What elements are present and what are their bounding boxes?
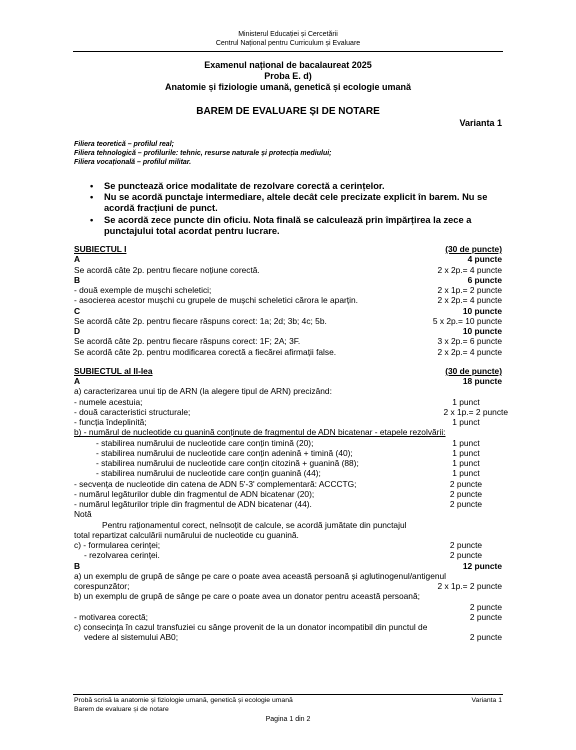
subject-total: (30 de puncte) [445,244,502,254]
filiera-item: Filiera tehnologică – profilurile: tehnic, resurse naturale și protecția mediului; [74,150,332,157]
criterion-points: 2 x 2p.= 4 puncte [437,264,502,275]
criterion-text: - stabilirea numărului de nucleotide care conțin timină (20); [96,437,314,448]
instruction-item: • Se punctează orice modalitate de rezolvare corectă a cerințelor. [90,181,510,192]
scoring-row [74,438,502,448]
criterion-points: 2 puncte [469,611,502,622]
scoring-row [74,336,502,346]
section-points: 4 puncte [467,254,502,265]
footer-doc-name: Barem de evaluare și de notare [74,705,169,713]
scoring-row [74,458,502,468]
scoring-row [74,581,502,591]
section-points: 6 puncte [467,274,502,285]
section-header [74,561,502,571]
footer-variant: Varianta 1 [471,697,502,704]
criterion-points: 1 punct [452,417,480,427]
section-points: 12 puncte [462,560,502,571]
header-rule [73,51,503,52]
section-header [74,275,502,285]
criterion-points: 2 x 2p.= 4 puncte [437,346,502,357]
criterion-points: 1 punct [452,437,480,448]
page-footer [74,697,502,714]
criterion-text: - stabilirea numărului de nucleotide care conțin adenină + timină (40); [96,447,353,458]
section-label: C [74,305,81,316]
scoring-row [74,347,502,357]
criterion-text: c) consecința în cazul transfuziei cu sânge provenit de la un donator incompatibil din punctul de [74,622,428,632]
barem-title: BAREM DE EVALUARE ȘI DE NOTARE [196,106,380,117]
note-text: total repartizat calculării numărului de nucleotide cu guanină. [74,529,299,540]
criterion-text: - funcția îndeplinită; [74,417,147,427]
subject-1-header [74,244,502,254]
section-header [74,306,502,316]
section-label: D [74,326,81,336]
criterion-text: - stabilirea numărului de nucleotide care conțin citozină + guanină (88); [96,458,359,468]
subject-title: Anatomie și fiziologie umană, genetică și ecologie umană [164,82,412,92]
section-label: A [74,254,81,265]
criterion-points: 2 puncte [449,499,483,509]
section-header [74,376,502,386]
criterion-points: 2 x 1p.= 2 puncte [437,581,502,591]
criterion-text: - două exemple de mușchi scheletici; [74,285,212,295]
criterion-points: 2 x 2p.= 4 puncte [437,295,502,306]
varianta-label: Varianta 1 [459,118,502,128]
ministry-name: Ministerul Educației și Cercetării [238,31,338,38]
criterion-text: b) un exemplu de grupă de sânge pe care o poate avea un donator pentru această persoană; [74,591,420,602]
scoring-row [74,285,502,295]
criterion-points: 2 puncte [449,488,483,499]
criterion-text: - numele acestuia; [74,396,143,407]
scoring-row [74,479,502,489]
scoring-row [74,489,502,499]
scoring-row [74,316,502,326]
criterion-points: 5 x 2p.= 10 puncte [432,315,502,326]
scoring-row [74,295,502,305]
page-number: Pagina 1 din 2 [265,716,311,723]
filiera-item: Filiera vocațională – profilul militar. [74,159,192,166]
criterion-points: 2 puncte [449,550,483,561]
criterion-text: Se acordă câte 2p. pentru fiecare răspuns corect: 1a; 2d; 3b; 4c; 5b. [74,315,327,326]
criterion-text: - rezolvarea cerinței. [84,550,160,561]
criterion-text: Se acordă câte 2p. pentru modificarea corectă a fiecărei afirmații false. [74,346,337,357]
scoring-row [74,417,502,427]
subject-total: (30 de puncte) [445,365,502,376]
barem-content [74,244,508,643]
criterion-text: - două caracteristici structurale; [74,406,191,417]
scoring-row [74,540,502,550]
center-name: Centrul Național pentru Curriculum și Evaluare [215,40,361,47]
criterion-points: 2 puncte [449,478,483,489]
criterion-text: Se acordă câte 2p. pentru fiecare răspuns corect: 1F; 2A; 3F. [74,336,301,347]
criterion-text: - motivarea corectă; [74,611,149,622]
criterion-text: - secvența de nucleotide din catena de ADN 5'-3' complementară: ACCCTG; [74,478,357,489]
criterion-points: 1 punct [452,468,480,479]
criterion-points: 1 punct [452,447,480,458]
scoring-row [74,499,502,509]
exam-title-block [0,60,576,93]
criterion-text: b) - numărul de nucleotide cu guanină conținute de fragmentul de ADN bicatenar - etapele rezolvării: [74,427,446,438]
filiere-list [74,140,332,167]
criterion-text: - numărul legăturilor triple din fragmentul de ADN bicatenar (44). [74,499,312,509]
scoring-row [74,265,502,275]
criterion-points: 1 punct [452,458,480,468]
scoring-row [74,550,502,560]
scoring-row [74,468,502,478]
instruction-item: • Nu se acordă punctaje intermediare, altele decât cele precizate explicit în barem. Nu se acordă fracțiuni de punct. [90,192,510,214]
criterion-text: c) - formularea cerinței; [74,540,161,550]
criterion-points: 1 punct [452,396,480,407]
note-text: Pentru raționamentul corect, neînsoțit de calcule, se acordă jumătate din punctajul [102,519,407,530]
general-instructions [90,181,510,237]
criterion-points: 2 puncte [469,632,502,643]
criterion-points: 2 x 1p.= 2 puncte [443,406,508,417]
criterion-text: - numărul legăturilor duble din fragmentul de ADN bicatenar (20); [74,488,315,499]
instruction-item: • Se acordă zece puncte din oficiu. Nota finală se calculează prin împărțirea la zece a punctajului total acordat pentru lucrare. [90,215,510,237]
criterion-text: a) un exemplu de grupă de sânge pe care o poate avea această persoană și aglutinogenul/antigenul [74,570,447,581]
section-points: 18 puncte [462,376,502,386]
scoring-row [74,397,502,407]
subject-title: SUBIECTUL al II-lea [74,365,153,376]
criterion-points: 3 x 2p.= 6 puncte [437,336,502,347]
exam-title: Examenul național de bacalaureat 2025 [204,60,372,70]
footer-exam-name: Probă scrisă la anatomie și fiziologie umană, genetică și ecologie umană [74,697,293,704]
criterion-text: - stabilirea numărului de nucleotide care conțin guanină (44); [96,468,321,479]
section-points: 10 puncte [462,305,502,316]
section-header [74,254,502,264]
section-points: 10 puncte [462,326,502,336]
criterion-text: a) caracterizarea unui tip de ARN (la alegere tipul de ARN) precizând: [74,386,332,397]
filiera-item: Filiera teoretică – profilul real; [74,141,174,148]
criterion-text: Se acordă câte 2p. pentru fiecare noțiune corectă. [74,264,260,275]
criterion-points: 2 puncte [469,601,502,612]
subject-2-header [74,366,502,376]
scoring-row [74,632,502,642]
criterion-text: vedere al sistemului AB0; [84,632,179,643]
scoring-row [74,448,502,458]
scoring-row [74,386,502,396]
scoring-row [74,612,502,622]
proba-title: Proba E. d) [264,71,312,81]
note-label: Notă [74,509,92,520]
scoring-row [74,427,502,437]
subject-title: SUBIECTUL I [74,244,127,254]
section-label: B [74,274,81,285]
section-label: A [74,376,81,386]
section-label: B [74,560,81,571]
criterion-text: - asocierea acestor mușchi cu grupele de mușchi scheletici cărora le aparțin. [74,295,358,306]
page-header [0,30,576,48]
footer-rule [73,694,503,695]
criterion-points: 2 x 1p.= 2 puncte [437,285,502,295]
criterion-points: 2 puncte [449,540,483,550]
scoring-row [74,406,508,417]
section-header [74,326,502,336]
criterion-text: corespunzător; [74,581,130,591]
